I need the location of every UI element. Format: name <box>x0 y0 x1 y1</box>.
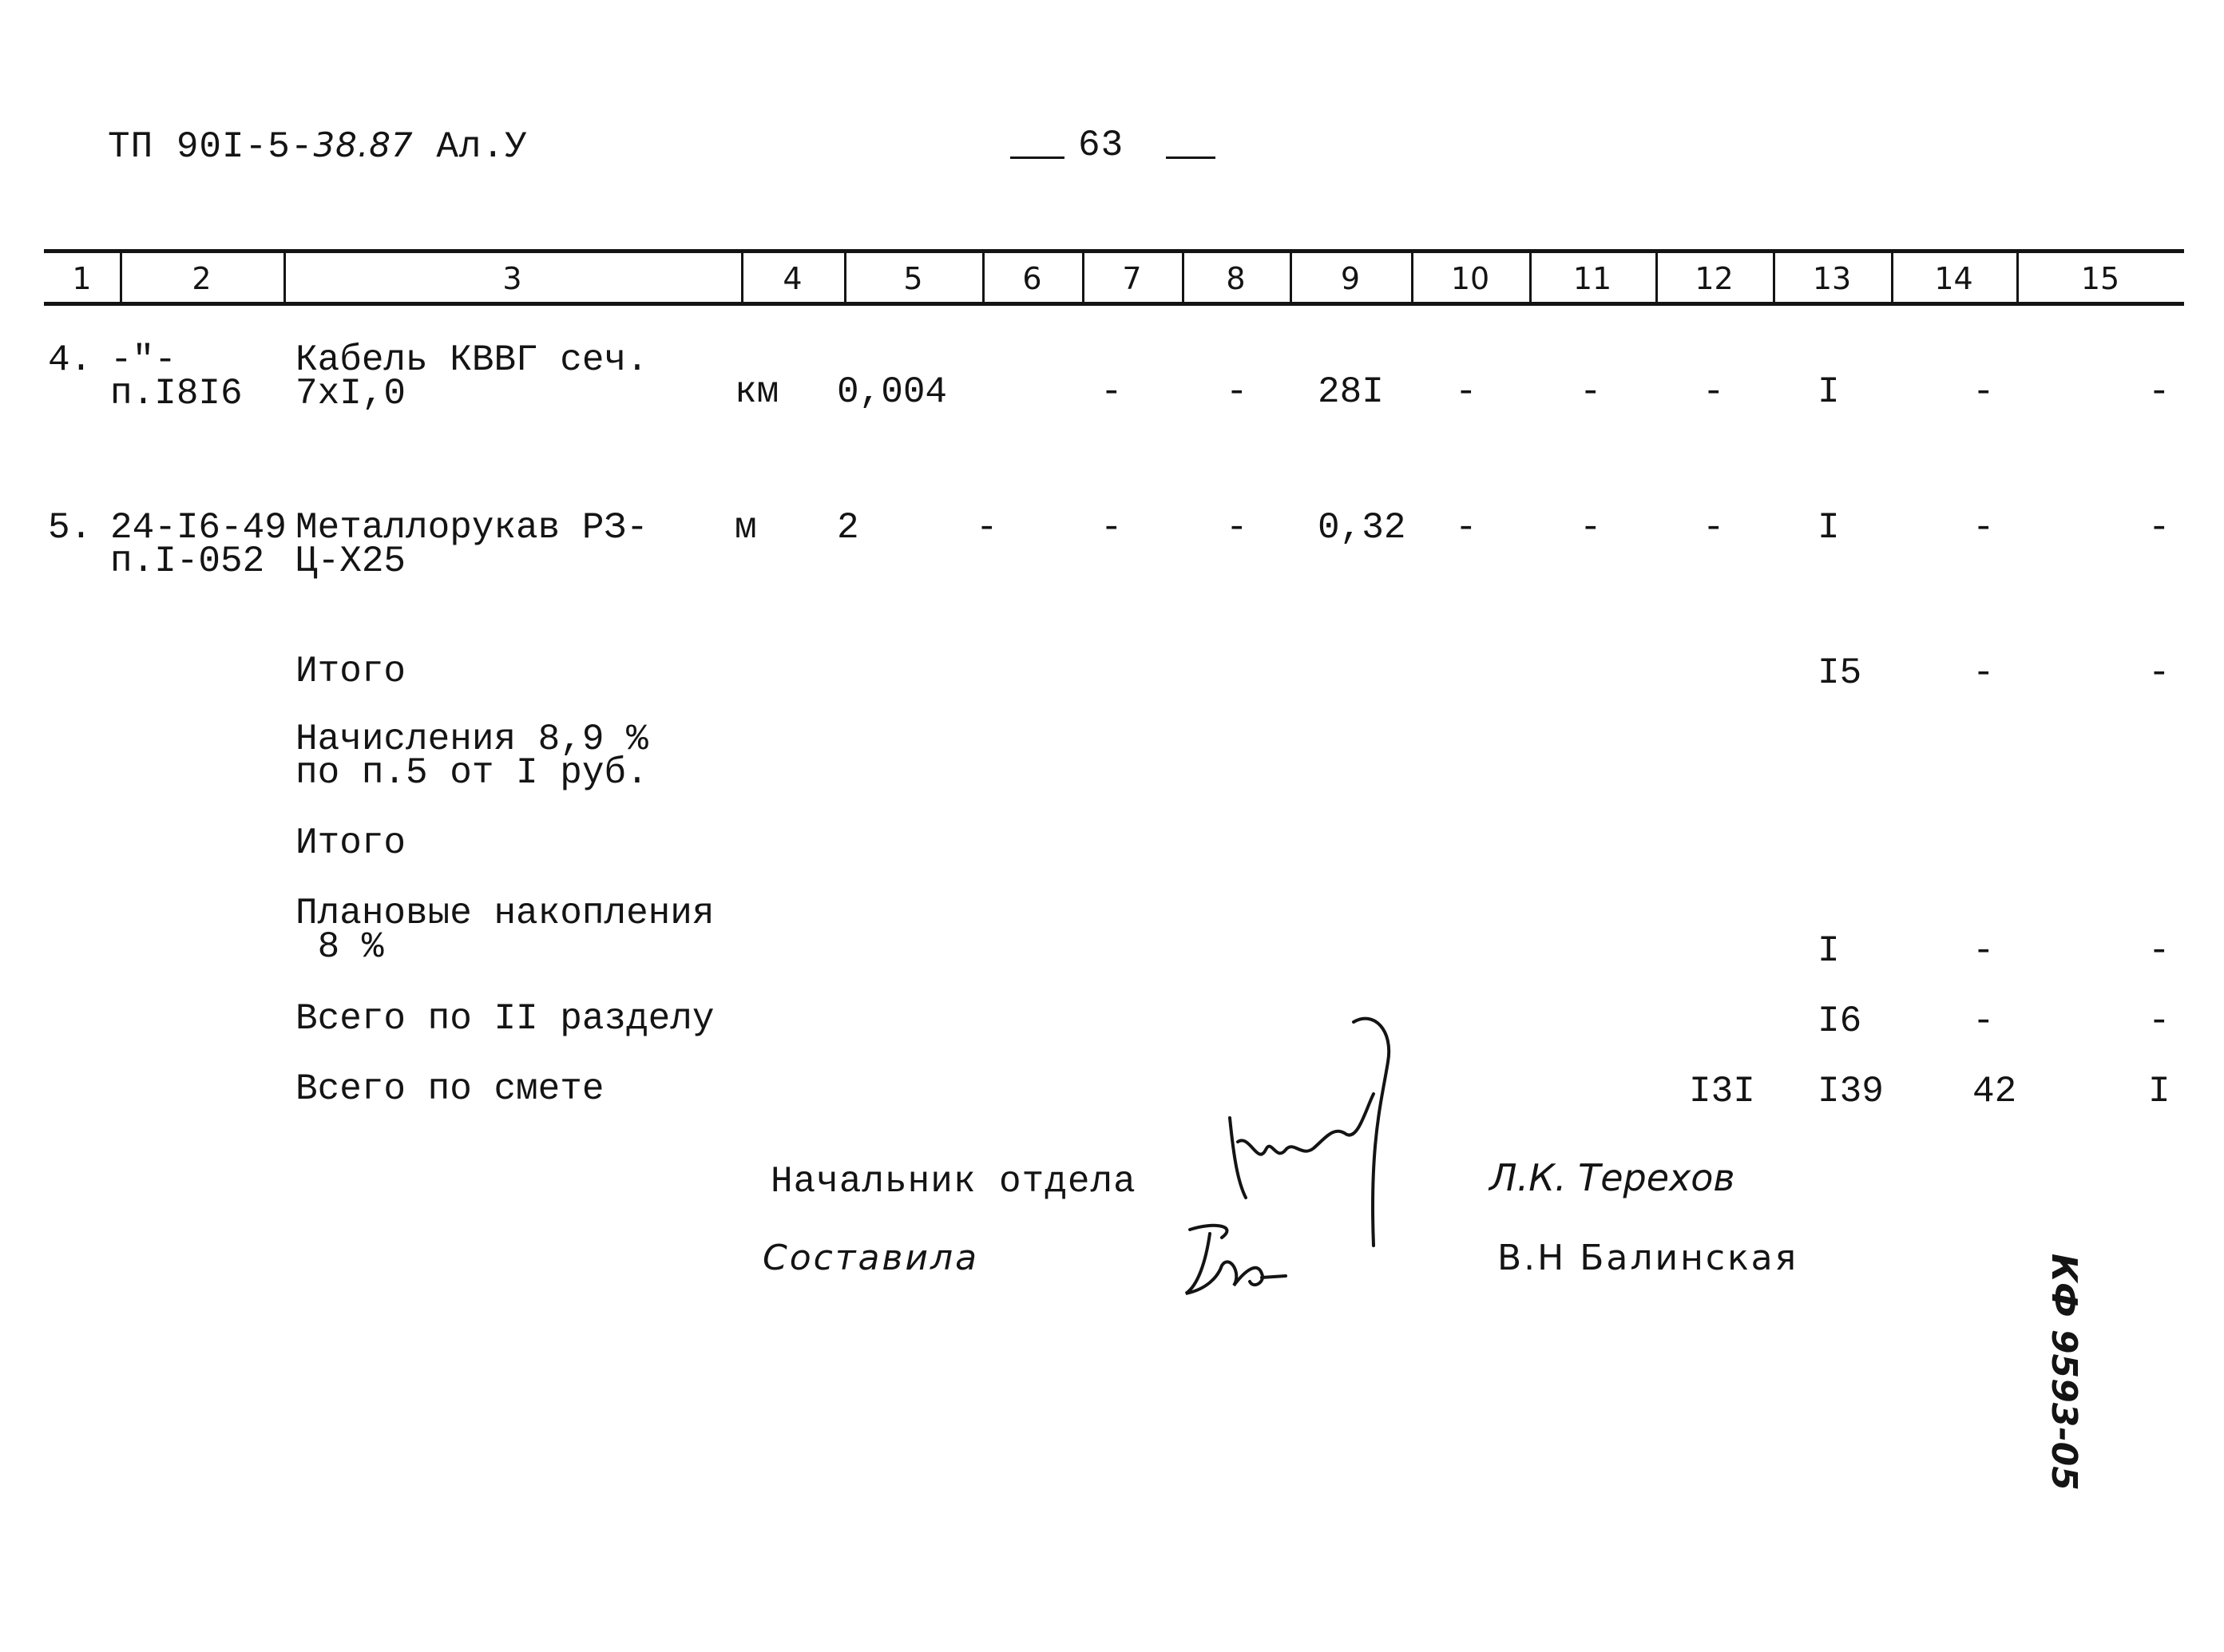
row-value-c14: - <box>1972 371 1995 413</box>
page-number-dash-right <box>1166 156 1215 159</box>
summary-value-c14: - <box>1972 652 1995 694</box>
column-number: 4 <box>783 261 803 296</box>
row-value-c15: - <box>2148 371 2170 413</box>
summary-label: Начисления 8,9 % по п.5 от I руб. <box>295 719 648 794</box>
archive-mark: КФ 9593-05 <box>2044 1254 2084 1491</box>
summary-label: Итого <box>295 651 406 692</box>
row-value-c11: - <box>1580 507 1602 549</box>
author-signature <box>1174 1214 1302 1309</box>
row-value-c9: 28I <box>1318 371 1384 413</box>
row-price-code: -"- п.I8I6 <box>110 339 243 414</box>
row-price-code: 24-I6-49 п.I-052 <box>110 507 287 582</box>
row-number: 4. <box>48 339 93 381</box>
column-number: 15 <box>2080 261 2120 296</box>
page-number: 63 <box>1078 125 1124 166</box>
summary-value-c14: - <box>1972 1000 1995 1042</box>
column-number: 8 <box>1226 261 1246 296</box>
row-value-c10: - <box>1455 371 1477 413</box>
row-value-c5: 2 <box>837 507 859 549</box>
summary-value-c12: I3I <box>1689 1071 1755 1112</box>
row-value-c13: I <box>1818 371 1840 413</box>
head-title: Начальник отдела <box>771 1161 1136 1202</box>
summary-label: Всего по II разделу <box>295 998 715 1040</box>
document-code <box>108 125 528 168</box>
column-number: 3 <box>502 261 522 296</box>
row-value-c6: - <box>976 507 998 549</box>
row-value-c5: 0,004 <box>837 371 948 413</box>
row-value-c14: - <box>1972 507 1995 549</box>
document-code-prefix: ТП 90I-5- <box>108 126 314 168</box>
author-name: В.Н Балинская <box>1497 1238 1799 1278</box>
column-number: 12 <box>1695 261 1734 296</box>
document-code-handwritten: 38.87 <box>313 125 414 164</box>
summary-label: Всего по смете <box>295 1068 605 1110</box>
column-number: 13 <box>1812 261 1852 296</box>
column-number: 10 <box>1450 261 1490 296</box>
column-number: 5 <box>903 261 923 296</box>
column-number: 6 <box>1022 261 1042 296</box>
column-number: 9 <box>1340 261 1361 296</box>
column-number: 11 <box>1572 261 1612 296</box>
row-value-c7: - <box>1100 507 1123 549</box>
column-number: 1 <box>72 261 92 296</box>
row-value-c9: 0,32 <box>1318 507 1406 549</box>
summary-value-c14: - <box>1972 930 1995 972</box>
summary-value-c13: I5 <box>1818 652 1862 694</box>
row-value-c8: - <box>1226 507 1248 549</box>
summary-value-c14: 42 <box>1972 1071 2017 1112</box>
row-unit: м <box>735 507 757 549</box>
column-number: 2 <box>192 261 212 296</box>
summary-value-c15: - <box>2148 1000 2170 1042</box>
row-value-c15: - <box>2148 507 2170 549</box>
row-description: Металлорукав РЗ- Ц-Х25 <box>295 507 648 582</box>
row-value-c12: - <box>1703 371 1725 413</box>
summary-value-c13: I <box>1818 930 1840 972</box>
column-number: 7 <box>1122 261 1142 296</box>
row-value-c12: - <box>1703 507 1725 549</box>
row-value-c11: - <box>1580 371 1602 413</box>
author-title: Составила <box>763 1238 980 1278</box>
row-value-c8: - <box>1226 371 1248 413</box>
head-name: Л.К. Терехов <box>1489 1156 1735 1199</box>
row-value-c13: I <box>1818 507 1840 549</box>
summary-value-c15: I <box>2148 1071 2170 1112</box>
row-value-c7: - <box>1100 371 1123 413</box>
page-number-dash-left <box>1010 156 1064 159</box>
row-value-c10: - <box>1455 507 1477 549</box>
table-header-top-rule <box>44 249 2184 253</box>
summary-label: Итого <box>295 822 406 864</box>
summary-value-c13: I6 <box>1818 1000 1862 1042</box>
row-unit: км <box>735 371 779 413</box>
summary-label: Плановые накопления 8 % <box>295 893 715 968</box>
summary-value-c15: - <box>2148 652 2170 694</box>
summary-value-c13: I39 <box>1818 1071 1884 1112</box>
row-number: 5. <box>48 507 93 549</box>
summary-value-c15: - <box>2148 930 2170 972</box>
column-number: 14 <box>1934 261 1973 296</box>
document-sheet: Ал.У <box>436 126 528 168</box>
row-description: Кабель КВВГ сеч. 7хI,0 <box>295 339 648 414</box>
